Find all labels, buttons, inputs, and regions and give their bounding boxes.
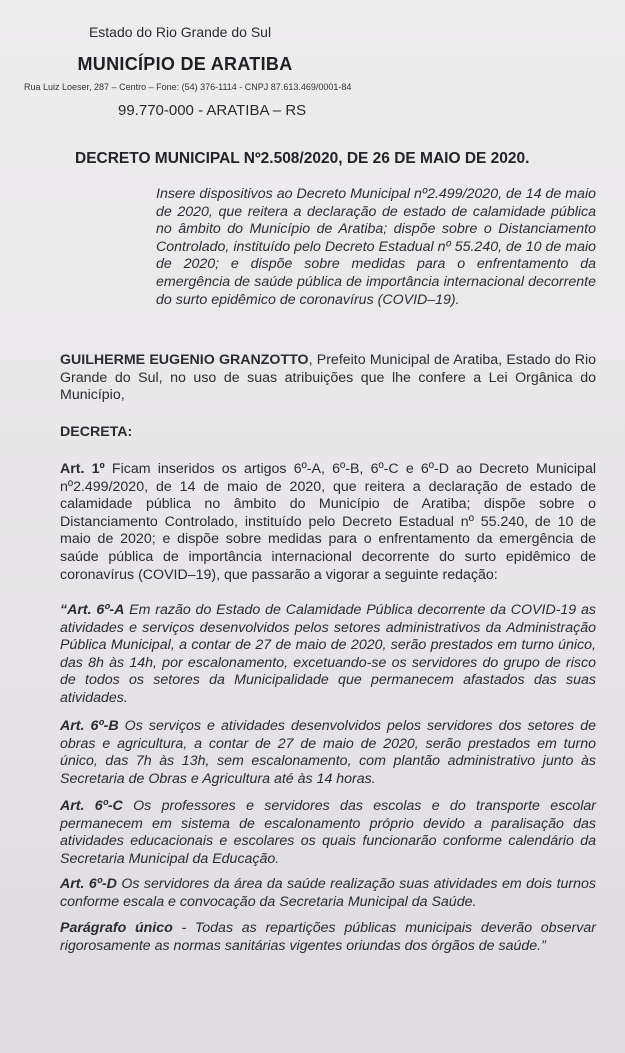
article-6c-label: Art. 6º-C	[60, 798, 123, 814]
article-6d-text: Os servidores da área da saúde realização suas atividades em dois turnos conforme escala e convocação da Secretaria Municipal da Saúde.	[60, 876, 596, 910]
decreta-text: DECRETA:	[60, 424, 133, 440]
article-6b-label: Art. 6º-B	[60, 718, 119, 734]
article-1-label: Art. 1º	[60, 461, 105, 477]
article-6d	[12, 876, 596, 911]
paragrafo-unico	[12, 920, 596, 955]
article-6a	[12, 602, 596, 708]
header-address: Rua Luiz Loeser, 287 – Centro – Fone: (54) 376-1114 - CNPJ 87.613.469/0001-84	[24, 82, 352, 92]
article-6c-text: Os professores e servidores das escolas e do transporte escolar permanecem em sistema de escalonamento próprio devido a paralisação das atividades educacionais e escolares os quais funcionarão conforme calendário da Secretaria Municipal da Educação.	[60, 798, 596, 867]
paragrafo-unico-label: Parágrafo único	[60, 920, 173, 936]
header-state: Estado do Rio Grande do Sul	[88, 24, 272, 40]
article-1-text: Ficam inseridos os artigos 6º-A, 6º-B, 6º-C e 6º-D ao Decreto Municipal nº2.499/2020, de 14 de maio de 2020, que reitera a declaração de estado de calamidade pública no âmbito do Município de Aratiba; dispõe sobre o Distanciamento Controlado, instituído pelo Decreto Estadual nº 55.240, de 10 de maio de 2020; e dispõe sobre medidas para o enfrentamento da emergência de saúde pública de importância internacional decorrente do surto epidêmico de coronavírus (COVID–19), que passarão a vigorar a seguinte redação:	[60, 461, 596, 583]
preamble-text: , Prefeito Municipal de Aratiba, Estado do Rio Grande do Sul, no uso de suas atribuições que lhe confere a Lei Orgânica do Município,	[60, 352, 596, 404]
article-6b-text: Os serviços e atividades desenvolvidos pelos servidores dos setores de obras e agricultura, a contar de 27 de maio de 2020, serão prestados em turno único, das 7h às 13h, sem escalonamento, com plantão administrativo junto às Secretaria de Obras e Agricultura até às 14 horas.	[60, 718, 596, 787]
article-6c	[12, 798, 596, 868]
article-6b	[12, 718, 596, 788]
article-6a-label: “Art. 6º-A	[60, 602, 125, 618]
decreta-heading	[12, 424, 596, 442]
header-cep-city: 99.770-000 - ARATIBA – RS	[118, 102, 307, 119]
preamble-paragraph	[12, 352, 596, 405]
article-6a-text: Em razão do Estado de Calamidade Pública decorrente da COVID-19 as atividades e serviços desenvolvidos pelos setores administrativos da Administração Pública Municipal, a contar de 27 de maio de 2020, serão prestados em turno único, das 8h às 14h, por escalonamento, excetuando-se os servidores do grupo de risco de todos os setores da Municipalidade que permanecem afastados das suas atividades.	[60, 602, 596, 706]
paragrafo-unico-text: - Todas as repartições públicas municipais deverão observar rigorosamente as normas sanitárias vigentes oriundas dos órgãos de saúde.”	[60, 920, 596, 954]
article-1	[12, 461, 596, 584]
article-6d-label: Art. 6º-D	[60, 876, 117, 892]
decree-ementa: Insere dispositivos ao Decreto Municipal nº2.499/2020, de 14 de maio de 2020, que reitera a declaração de estado de calamidade pública no âmbito do Município de Aratiba; dispõe sobre o Distanciamento Controlado, instituído pelo Decreto Estadual nº 55.240, de 10 de maio de 2020; e dispõe sobre medidas para o enfrentamento da emergência de saúde pública de importância internacional decorrente do surto epidêmico de coronavírus (COVID–19).	[156, 186, 596, 308]
header-municipality: MUNICÍPIO DE ARATIBA	[77, 54, 293, 74]
decree-title: DECRETO MUNICIPAL Nº2.508/2020, DE 26 DE MAIO DE 2020.	[75, 150, 530, 167]
mayor-name: GUILHERME EUGENIO GRANZOTTO	[60, 352, 309, 368]
